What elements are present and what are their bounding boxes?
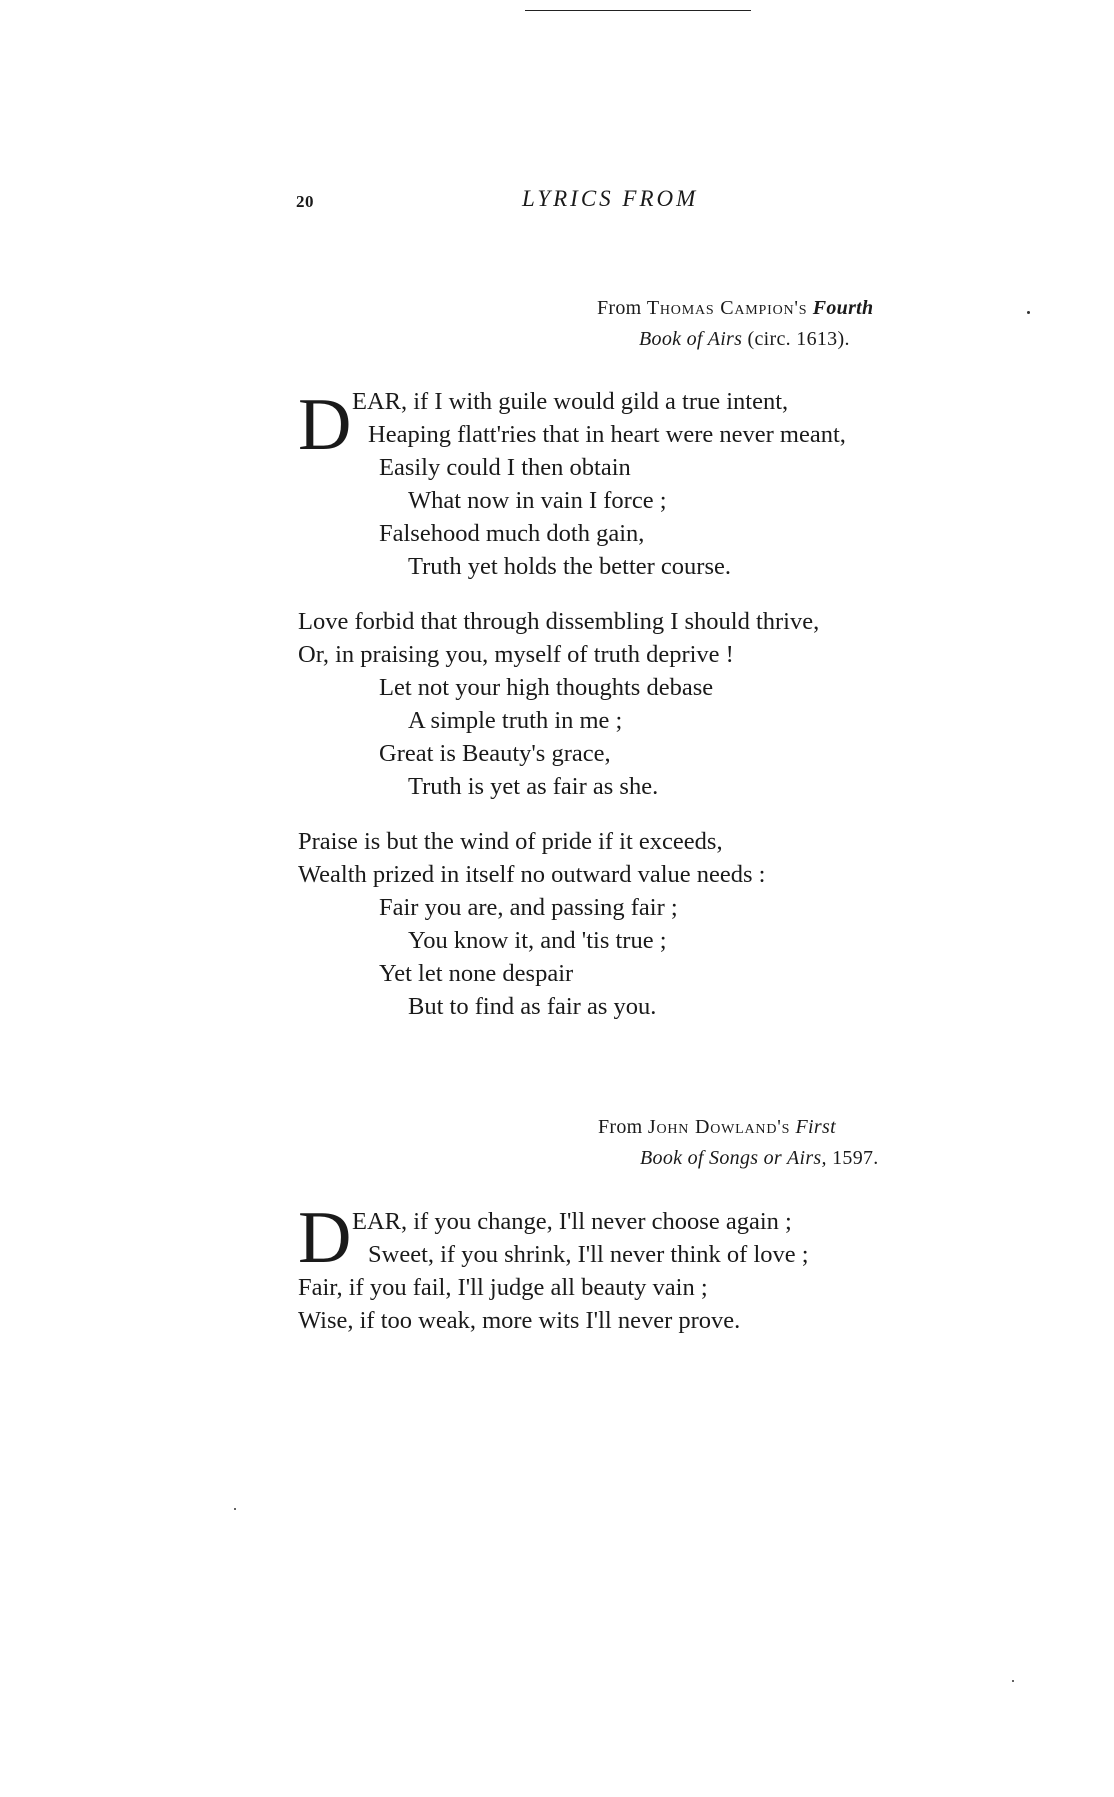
attribution-line-1	[598, 1112, 879, 1143]
poem-line: You know it, and 'tis true ;	[408, 927, 667, 954]
print-speck	[234, 1508, 236, 1510]
attribution-from: From	[598, 1116, 643, 1138]
poem-line: Fair, if you fail, I'll judge all beauty vain ;	[298, 1274, 708, 1301]
drop-cap-campion: D	[298, 384, 352, 466]
running-head: LYRICS FROM	[522, 186, 699, 211]
attribution-line-1	[597, 293, 873, 324]
stanza-gap	[298, 803, 846, 825]
poem-line: Easily could I then obtain	[379, 454, 631, 481]
attribution-author: Thomas Campion's	[646, 297, 808, 319]
attribution-dowland	[598, 1112, 879, 1174]
top-rule	[525, 10, 751, 11]
poem-line: What now in vain I force ;	[408, 487, 667, 514]
attribution-book-title-1: First	[795, 1116, 836, 1138]
stanza-1	[298, 385, 846, 583]
attribution-book-title-2: Book of Airs	[639, 328, 743, 350]
attribution-date: 1597.	[832, 1147, 879, 1169]
poem-line: Let not your high thoughts debase	[379, 674, 714, 701]
poem-line: Sweet, if you shrink, I'll never think of love ;	[368, 1241, 809, 1268]
attribution-from: From	[597, 297, 642, 319]
poem-line: EAR, if I with guile would gild a true intent,	[352, 388, 789, 415]
print-speck	[1027, 311, 1030, 314]
stanza-3	[298, 825, 846, 1023]
attribution-line-2	[598, 1143, 879, 1174]
attribution-book-title-2: Book of Songs or Airs,	[640, 1147, 827, 1169]
poem-line: Truth yet holds the better course.	[408, 553, 731, 580]
poem-line: Praise is but the wind of pride if it exceeds,	[298, 828, 723, 855]
poem-line: Heaping flatt'ries that in heart were never meant,	[368, 421, 846, 448]
poem-campion	[298, 385, 846, 1023]
poem-line: Truth is yet as fair as she.	[408, 773, 659, 800]
poem-line: A simple truth in me ;	[408, 707, 623, 734]
page-number: 20	[296, 192, 314, 211]
poem-line: Wise, if too weak, more wits I'll never prove.	[298, 1307, 741, 1334]
poem-dowland	[298, 1205, 809, 1337]
poem-line: Or, in praising you, myself of truth deprive !	[298, 641, 734, 668]
stanza-gap	[298, 583, 846, 605]
poem-line: Love forbid that through dissembling I should thrive,	[298, 608, 820, 635]
attribution-book-title-1: Fourth	[812, 297, 874, 319]
attribution-campion	[597, 293, 873, 355]
attribution-author: John Dowland's	[647, 1116, 791, 1138]
poem-line: Yet let none despair	[379, 960, 574, 987]
attribution-line-2	[597, 324, 873, 355]
drop-cap-dowland: D	[298, 1197, 352, 1279]
stanza-2	[298, 605, 846, 803]
poem-line: Great is Beauty's grace,	[379, 740, 611, 767]
poem-line: Fair you are, and passing fair ;	[379, 894, 678, 921]
print-speck	[1012, 1680, 1014, 1682]
poem-line: EAR, if you change, I'll never choose again ;	[352, 1208, 792, 1235]
attribution-date: (circ. 1613).	[747, 328, 850, 350]
poem-line: But to find as fair as you.	[408, 993, 657, 1020]
poem-line: Wealth prized in itself no outward value needs :	[298, 861, 766, 888]
poem-line: Falsehood much doth gain,	[379, 520, 645, 547]
